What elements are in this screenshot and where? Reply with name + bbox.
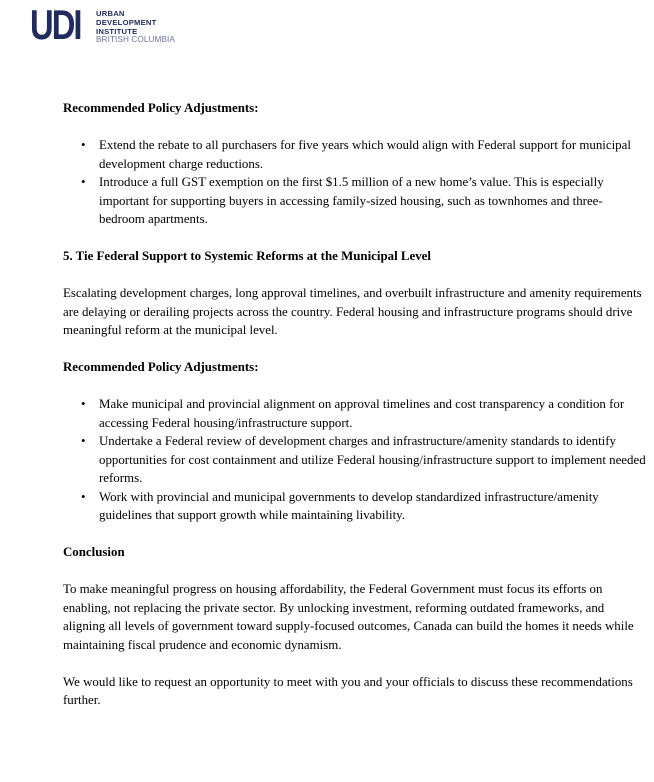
bullet-list-gst-rebate — [63, 136, 647, 229]
paragraph-escalating-charges: Escalating development charges, long approval timelines, and overbuilt infrastructure and amenity requirements are delaying or derailing projects across the country. Federal housing and infrastructure programs should drive meaningful reform at the municipal level. — [63, 286, 642, 337]
heading-recommended-policy-adjustments-1: Recommended Policy Adjustments: — [63, 101, 259, 115]
udi-logo — [30, 1, 175, 48]
logo-line-urban: URBAN — [96, 9, 125, 18]
udi-logo-wordmark — [96, 10, 175, 45]
paragraph-conclusion: To make meaningful progress on housing affordability, the Federal Government must focus its efforts on enabling, not replacing the private sector. By unlocking investment, reforming outdated frameworks, and aligning all levels of government toward supply-focused outcomes, Canada can build the homes it needs while maintaining fiscal prudence and economic dynamism. — [63, 582, 634, 652]
logo-line-british-columbia: BRITISH COLUMBIA — [96, 35, 175, 45]
heading-section-5-municipal-reforms: 5. Tie Federal Support to Systemic Reforms at the Municipal Level — [63, 249, 431, 263]
bullet-federal-review: • Undertake a Federal review of development charges and infrastructure/amenity standards to identify opportunities for cost containment and utilize Federal housing/infrastructure support to implement needed reforms. — [99, 432, 647, 488]
heading-recommended-policy-adjustments-2: Recommended Policy Adjustments: — [63, 360, 259, 374]
heading-conclusion: Conclusion — [63, 545, 125, 559]
paragraph-meeting-request: We would like to request an opportunity to meet with you and your officials to discuss these recommendations further. — [63, 674, 633, 707]
document-content — [63, 99, 647, 728]
bullet-extend-rebate: • Extend the rebate to all purchasers for five years which would align with Federal support for municipal development charge reductions. — [99, 136, 647, 173]
udi-logo-acronym: UDI — [30, 1, 81, 48]
bullet-list-municipal-reforms — [63, 395, 647, 525]
bullet-gst-exemption: • Introduce a full GST exemption on the first $1.5 million of a new home’s value. This is especially important for supporting buyers in accessing family-sized housing, such as townhomes and three-bedroom apartments. — [99, 173, 647, 229]
logo-line-development: DEVELOPMENT — [96, 17, 157, 27]
bullet-municipal-alignment: • Make municipal and provincial alignment on approval timelines and cost transparency a condition for accessing Federal housing/infrastructure support. — [99, 395, 647, 432]
logo-line-institute: INSTITUTE — [96, 26, 138, 36]
bullet-standardized-guidelines: • Work with provincial and municipal governments to develop standardized infrastructure/amenity guidelines that support growth while maintaining livability. — [99, 488, 647, 525]
